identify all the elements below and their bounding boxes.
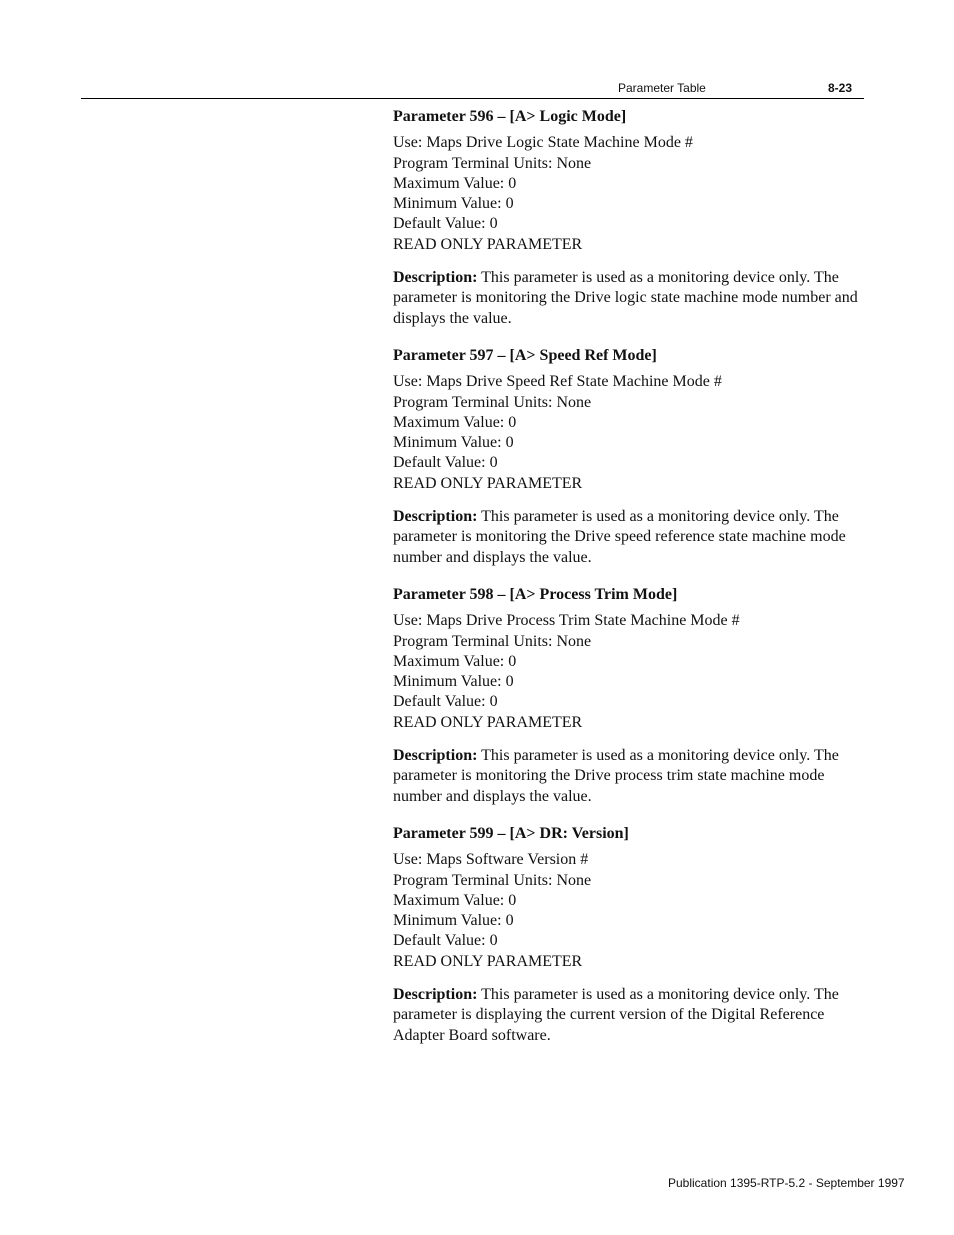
parameter-spec-line: Maximum Value: 0	[393, 891, 517, 909]
parameter-description	[393, 746, 873, 807]
parameter-spec-line: Minimum Value: 0	[393, 912, 514, 930]
parameter-title: Parameter 599 – [A> DR: Version]	[393, 824, 629, 842]
parameter-entry	[393, 346, 873, 568]
parameter-spec-line: READ ONLY PARAMETER	[393, 713, 583, 731]
running-header	[0, 80, 864, 98]
parameter-spec-line: Default Value: 0	[393, 693, 498, 711]
parameter-entry	[393, 585, 873, 807]
parameter-spec-line: Use: Maps Drive Logic State Machine Mode #	[393, 134, 693, 152]
parameter-spec-line: Program Terminal Units: None	[393, 632, 592, 650]
parameter-spec-line: READ ONLY PARAMETER	[393, 474, 583, 492]
publication-footer: Publication 1395-RTP-5.2 - September 1997	[668, 1176, 905, 1190]
parameter-entry	[393, 824, 873, 1046]
parameter-spec-line: Use: Maps Drive Process Trim State Machine Mode #	[393, 612, 740, 630]
parameter-title: Parameter 596 – [A> Logic Mode]	[393, 108, 627, 125]
parameter-spec-line: Use: Maps Software Version #	[393, 851, 589, 869]
parameter-spec-line: READ ONLY PARAMETER	[393, 952, 583, 970]
parameter-spec-line: Maximum Value: 0	[393, 652, 517, 670]
parameter-description	[393, 507, 873, 568]
parameter-spec-line: Use: Maps Drive Speed Ref State Machine Mode #	[393, 373, 722, 391]
parameter-description	[393, 985, 873, 1046]
parameter-spec-line: Program Terminal Units: None	[393, 393, 592, 411]
description-label: Description:	[393, 985, 478, 1003]
parameter-spec-line: Maximum Value: 0	[393, 174, 517, 192]
parameter-description	[393, 268, 873, 329]
parameter-spec-line: Default Value: 0	[393, 932, 498, 950]
parameter-spec-line: Minimum Value: 0	[393, 195, 514, 213]
description-text: This parameter is used as a monitoring device only. The parameter is monitoring the Drive speed reference state machine mode number and displays the value.	[393, 508, 846, 566]
parameter-spec-line: Minimum Value: 0	[393, 673, 514, 691]
parameter-spec-line: Program Terminal Units: None	[393, 871, 592, 889]
parameter-spec-line: READ ONLY PARAMETER	[393, 235, 583, 253]
page-number: 8-23	[828, 81, 853, 95]
parameter-entry	[393, 107, 873, 329]
parameter-spec-line: Program Terminal Units: None	[393, 154, 592, 172]
section-title: Parameter Table	[618, 81, 706, 95]
description-text: This parameter is used as a monitoring device only. The parameter is displaying the current version of the Digital Reference Adapter Board software.	[393, 985, 839, 1044]
description-label: Description:	[393, 269, 478, 287]
parameter-spec-line: Default Value: 0	[393, 454, 498, 472]
description-text: This parameter is used as a monitoring device only. The parameter is monitoring the Drive process trim state machine mode number and displays the value.	[393, 747, 839, 805]
description-label: Description:	[393, 747, 478, 765]
parameter-title: Parameter 597 – [A> Speed Ref Mode]	[393, 346, 657, 364]
description-text: This parameter is used as a monitoring device only. The parameter is monitoring the Drive logic state machine mode number and displays the value.	[393, 269, 858, 327]
description-label: Description:	[393, 508, 478, 526]
parameter-list	[393, 107, 873, 1063]
parameter-title: Parameter 598 – [A> Process Trim Mode]	[393, 585, 678, 603]
parameter-spec-line: Maximum Value: 0	[393, 413, 517, 431]
header-rule	[81, 98, 864, 99]
parameter-spec-line: Default Value: 0	[393, 215, 498, 233]
parameter-spec-line: Minimum Value: 0	[393, 434, 514, 452]
